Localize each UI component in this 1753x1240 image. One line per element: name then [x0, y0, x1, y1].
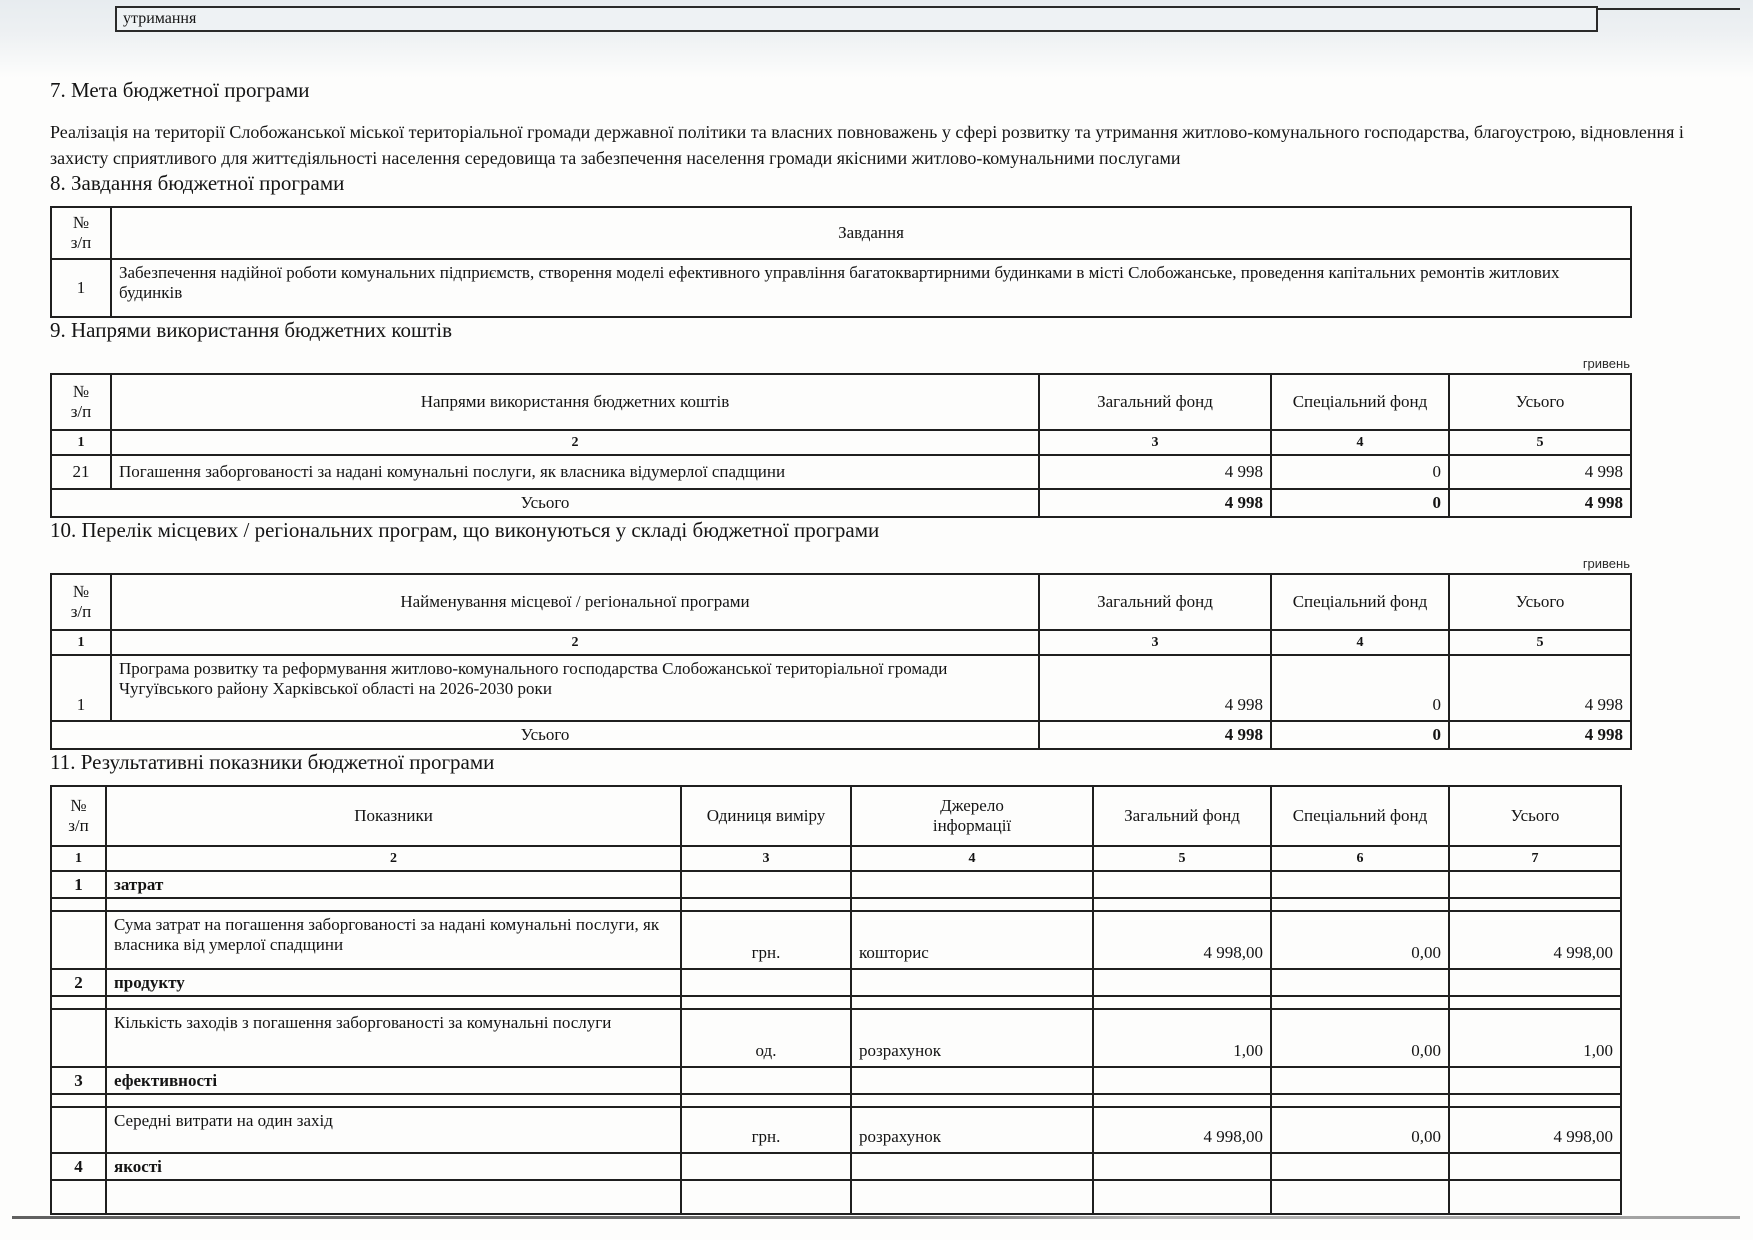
col-header-total: Усього	[1449, 786, 1621, 846]
col-header-general-fund: Загальний фонд	[1093, 786, 1271, 846]
col-header-indicators: Показники	[106, 786, 681, 846]
document-content	[0, 78, 1753, 1215]
col-header-general-fund: Загальний фонд	[1039, 574, 1271, 630]
empty-cell	[1093, 871, 1271, 898]
special-fund-total: 0	[1271, 489, 1449, 517]
empty-cell	[51, 898, 106, 911]
group-num-cell: 3	[51, 1067, 106, 1094]
empty-cell	[51, 1009, 106, 1067]
spacer-row	[51, 1094, 1621, 1107]
col-header-num-line2: з/п	[70, 602, 92, 621]
empty-cell	[1093, 1180, 1271, 1214]
group-num-cell: 1	[51, 871, 106, 898]
total-label-cell: Усього	[51, 721, 1039, 749]
col-header-directions: Напрями використання бюджетних коштів	[111, 374, 1039, 430]
special-fund-value: 0,00	[1271, 1009, 1449, 1067]
column-number-row	[51, 630, 1631, 655]
section7-paragraph: Реалізація на території Слобожанської міської територіальної громади державної політики та власних повноважень у сфері розвитку та утримання житлово-комунального господарства, благоустрою, відновлення і захисту сприятливого для життєдіяльності населення середовища та забезпечення населення громади якісними житлово-комунальними послугами	[50, 122, 1684, 168]
special-fund-value: 0,00	[1271, 1107, 1449, 1153]
empty-cell	[851, 898, 1093, 911]
empty-cell	[851, 871, 1093, 898]
col-num-cell: 5	[1449, 630, 1631, 655]
general-fund-value: 4 998	[1039, 655, 1271, 721]
special-fund-value: 0	[1271, 455, 1449, 489]
general-fund-total: 4 998	[1039, 721, 1271, 749]
col-num-cell: 7	[1449, 846, 1621, 871]
empty-cell	[1271, 871, 1449, 898]
total-value: 4 998,00	[1449, 1107, 1621, 1153]
empty-cell	[1449, 898, 1621, 911]
unit-cell: од.	[681, 1009, 851, 1067]
empty-cell	[681, 1094, 851, 1107]
col-header-num	[51, 574, 111, 630]
indicator-group-row	[51, 969, 1621, 996]
empty-cell	[51, 1180, 106, 1214]
indicator-group-row	[51, 871, 1621, 898]
col-header-special-fund: Спеціальний фонд	[1271, 574, 1449, 630]
empty-cell	[51, 911, 106, 969]
group-label-cell: ефективності	[106, 1067, 681, 1094]
indicator-name-cell: Сума затрат на погашення заборгованості за надані комунальні послуги, як власника від умерлої спадщини	[106, 911, 681, 969]
trailing-empty-row	[51, 1180, 1621, 1214]
col-header-num-line1: №	[72, 382, 90, 401]
empty-cell	[1271, 1067, 1449, 1094]
unit-cell: грн.	[681, 1107, 851, 1153]
indicator-name-cell: Кількість заходів з погашення заборгованості за комунальні послуги	[106, 1009, 681, 1067]
empty-cell	[106, 898, 681, 911]
col-header-num	[51, 374, 111, 430]
empty-cell	[1093, 969, 1271, 996]
spacer-row	[51, 996, 1621, 1009]
scan-artifact-line	[12, 1216, 1740, 1219]
empty-cell	[106, 996, 681, 1009]
empty-cell	[681, 871, 851, 898]
empty-cell	[106, 1094, 681, 1107]
budget-directions-table	[50, 373, 1632, 518]
spacer-row	[51, 898, 1621, 911]
group-num-cell: 2	[51, 969, 106, 996]
result-indicators-table	[50, 785, 1622, 1215]
table-row	[51, 455, 1631, 489]
col-header-total: Усього	[1449, 574, 1631, 630]
empty-cell	[51, 1094, 106, 1107]
column-number-row	[51, 846, 1621, 871]
col-header-task: Завдання	[111, 207, 1631, 259]
section9-heading: 9. Напрями використання бюджетних коштів	[50, 318, 453, 342]
col-header-num-line1: №	[70, 796, 87, 815]
col-num-cell: 5	[1093, 846, 1271, 871]
total-value: 1,00	[1449, 1009, 1621, 1067]
unit-cell: грн.	[681, 911, 851, 969]
indicator-group-row	[51, 1153, 1621, 1180]
direction-name-cell: Погашення заборгованості за надані комунальні послуги, як власника відумерлої спадщини	[111, 455, 1039, 489]
top-partial-table-cell	[115, 6, 1598, 32]
indicator-row	[51, 1009, 1621, 1067]
general-fund-total: 4 998	[1039, 489, 1271, 517]
col-header-num	[51, 786, 106, 846]
empty-cell	[681, 898, 851, 911]
col-header-program-name: Найменування місцевої / регіональної програми	[111, 574, 1039, 630]
table-row	[51, 259, 1631, 317]
empty-cell	[1271, 1153, 1449, 1180]
general-fund-value: 4 998	[1039, 455, 1271, 489]
col-num-cell: 2	[111, 630, 1039, 655]
grand-total: 4 998	[1449, 721, 1631, 749]
source-cell: розрахунок	[851, 1009, 1093, 1067]
total-row	[51, 721, 1631, 749]
empty-cell	[851, 1153, 1093, 1180]
col-num-cell: 4	[1271, 630, 1449, 655]
task-text-cell: Забезпечення надійної роботи комунальних підприємств, створення моделі ефективного управління багатоквартирними будинками в місті Слобожанське, проведення капітальних ремонтів житлових будинків	[111, 259, 1631, 317]
empty-cell	[1271, 996, 1449, 1009]
currency-label: гривень	[1582, 356, 1630, 371]
empty-cell	[851, 1180, 1093, 1214]
col-num-cell: 3	[681, 846, 851, 871]
empty-cell	[681, 1180, 851, 1214]
special-fund-value: 0,00	[1271, 911, 1449, 969]
empty-cell	[851, 1067, 1093, 1094]
section7-heading: 7. Мета бюджетної програми	[50, 78, 310, 102]
general-fund-value: 1,00	[1093, 1009, 1271, 1067]
currency-label: гривень	[1582, 556, 1630, 571]
empty-cell	[1449, 996, 1621, 1009]
empty-cell	[1449, 1094, 1621, 1107]
col-header-num-line1: №	[72, 213, 90, 232]
total-value: 4 998	[1449, 655, 1631, 721]
task-num-cell: 1	[51, 259, 111, 317]
empty-cell	[1271, 1094, 1449, 1107]
program-name-cell: Програма розвитку та реформування житлово-комунального господарства Слобожанської територіальної громади Чугуївського району Харківської області на 2026-2030 роки	[111, 655, 1039, 721]
indicator-row	[51, 1107, 1621, 1153]
empty-cell	[851, 969, 1093, 996]
col-num-cell: 5	[1449, 430, 1631, 455]
col-header-num-line2: з/п	[70, 402, 92, 421]
special-fund-total: 0	[1271, 721, 1449, 749]
general-fund-value: 4 998,00	[1093, 911, 1271, 969]
empty-cell	[1093, 1094, 1271, 1107]
source-cell: розрахунок	[851, 1107, 1093, 1153]
col-header-special-fund: Спеціальний фонд	[1271, 786, 1449, 846]
empty-cell	[681, 969, 851, 996]
empty-cell	[1271, 969, 1449, 996]
group-num-cell: 4	[51, 1153, 106, 1180]
col-header-general-fund: Загальний фонд	[1039, 374, 1271, 430]
col-header-source-line1: Джерело	[940, 796, 1004, 815]
empty-cell	[681, 996, 851, 1009]
indicator-row	[51, 911, 1621, 969]
grand-total: 4 998	[1449, 489, 1631, 517]
col-header-source	[851, 786, 1093, 846]
col-num-cell: 2	[106, 846, 681, 871]
empty-cell	[1449, 871, 1621, 898]
column-number-row	[51, 430, 1631, 455]
total-value: 4 998	[1449, 455, 1631, 489]
col-header-num	[51, 207, 111, 259]
col-num-cell: 3	[1039, 430, 1271, 455]
row-num-cell: 1	[51, 655, 111, 721]
local-programs-table	[50, 573, 1632, 750]
empty-cell	[51, 1107, 106, 1153]
section8-heading: 8. Завдання бюджетної програми	[50, 171, 345, 195]
group-label-cell: продукту	[106, 969, 681, 996]
group-label-cell: затрат	[106, 871, 681, 898]
empty-cell	[106, 1180, 681, 1214]
source-cell: кошторис	[851, 911, 1093, 969]
empty-cell	[1093, 1067, 1271, 1094]
empty-cell	[1093, 996, 1271, 1009]
col-num-cell: 1	[51, 430, 111, 455]
col-header-num-line2: з/п	[70, 233, 92, 252]
top-cell-text: утримання	[123, 10, 197, 27]
empty-cell	[1449, 1153, 1621, 1180]
indicator-name-cell: Середні витрати на один захід	[106, 1107, 681, 1153]
total-label-cell: Усього	[51, 489, 1039, 517]
table-row	[51, 655, 1631, 721]
col-num-cell: 2	[111, 430, 1039, 455]
empty-cell	[681, 1153, 851, 1180]
col-header-total: Усього	[1449, 374, 1631, 430]
empty-cell	[1271, 1180, 1449, 1214]
empty-cell	[1449, 1067, 1621, 1094]
col-num-cell: 6	[1271, 846, 1449, 871]
empty-cell	[1449, 1180, 1621, 1214]
special-fund-value: 0	[1271, 655, 1449, 721]
empty-cell	[1271, 898, 1449, 911]
empty-cell	[851, 996, 1093, 1009]
empty-cell	[1093, 898, 1271, 911]
empty-cell	[1093, 1153, 1271, 1180]
row-num-cell: 21	[51, 455, 111, 489]
general-fund-value: 4 998,00	[1093, 1107, 1271, 1153]
col-num-cell: 1	[51, 630, 111, 655]
total-value: 4 998,00	[1449, 911, 1621, 969]
col-num-cell: 3	[1039, 630, 1271, 655]
group-label-cell: якості	[106, 1153, 681, 1180]
scan-top-band	[0, 0, 1753, 78]
empty-cell	[1449, 969, 1621, 996]
indicator-group-row	[51, 1067, 1621, 1094]
col-header-source-line2: інформації	[932, 816, 1012, 835]
total-row	[51, 489, 1631, 517]
col-header-special-fund: Спеціальний фонд	[1271, 374, 1449, 430]
empty-cell	[51, 996, 106, 1009]
col-num-cell: 1	[51, 846, 106, 871]
section11-heading: 11. Результативні показники бюджетної програми	[50, 750, 495, 774]
empty-cell	[681, 1067, 851, 1094]
col-header-num-line2: з/п	[68, 816, 89, 835]
top-table-edge-line	[1598, 8, 1740, 10]
col-num-cell: 4	[851, 846, 1093, 871]
col-header-unit: Одиниця виміру	[681, 786, 851, 846]
col-header-num-line1: №	[72, 582, 90, 601]
section10-heading: 10. Перелік місцевих / регіональних програм, що виконуються у складі бюджетної програми	[50, 518, 880, 542]
tasks-table	[50, 206, 1632, 318]
col-num-cell: 4	[1271, 430, 1449, 455]
empty-cell	[851, 1094, 1093, 1107]
